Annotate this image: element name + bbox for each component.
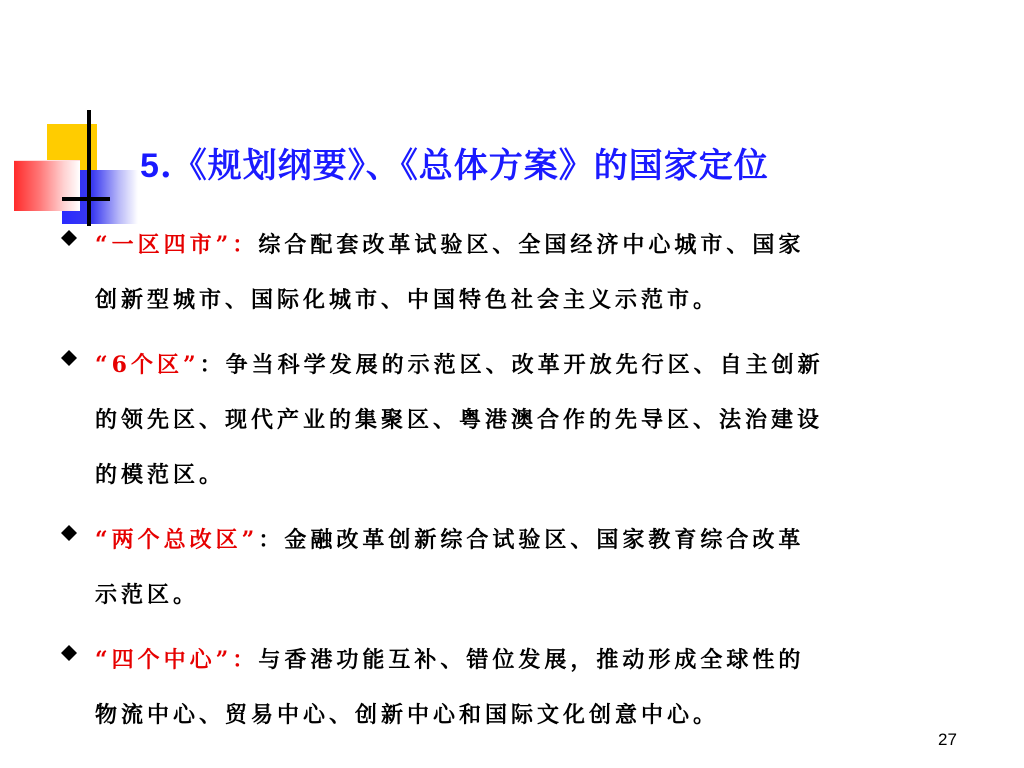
item-text: 物流中心、贸易中心、创新中心和国际文化创意中心。	[95, 702, 720, 728]
diamond-icon	[61, 645, 77, 661]
diamond-icon	[61, 525, 77, 541]
item-text: 示范区。	[95, 582, 200, 608]
item-line	[95, 688, 985, 743]
item-line	[95, 218, 985, 273]
item-text: 的模范区。	[95, 462, 226, 488]
item-line	[95, 393, 985, 448]
item-highlight: “6个区”	[95, 352, 200, 378]
page-number: 27	[938, 730, 957, 749]
slide-title-text: .《规划纲要》、《总体方案》的国家定位	[159, 146, 769, 186]
list-item	[55, 338, 985, 503]
diamond-icon	[61, 230, 77, 246]
item-highlight: “两个总改区”	[95, 527, 259, 553]
item-text: 的领先区、现代产业的集聚区、粤港澳合作的先导区、法治建设	[95, 407, 824, 433]
diamond-icon	[61, 350, 77, 366]
item-text: 综合配套改革试验区、全国经济中心城市、国家	[258, 232, 805, 258]
decorative-horizontal-line	[62, 197, 110, 201]
item-text: ：金融改革创新综合试验区、国家教育综合改革	[258, 527, 805, 553]
item-line	[95, 338, 985, 393]
item-line	[95, 568, 985, 623]
item-text: 与香港功能互补、错位发展，推动形成全球性的	[258, 647, 805, 673]
decorative-vertical-line	[87, 110, 91, 226]
list-item	[55, 218, 985, 328]
list-item	[55, 513, 985, 623]
item-highlight: “四个中心”：	[95, 647, 259, 673]
item-line	[95, 273, 985, 328]
item-text: ：争当科学发展的示范区、改革开放先行区、自主创新	[199, 352, 824, 378]
item-line	[95, 513, 985, 568]
item-line	[95, 633, 985, 688]
decorative-red-gradient	[14, 160, 80, 211]
bullet-list	[55, 218, 985, 753]
item-line	[95, 448, 985, 503]
list-item	[55, 633, 985, 743]
item-text: 创新型城市、国际化城市、中国特色社会主义示范市。	[95, 287, 720, 313]
item-highlight: “一区四市”：	[95, 232, 259, 258]
slide-title	[140, 138, 769, 187]
slide-title-number: 5	[140, 147, 160, 185]
